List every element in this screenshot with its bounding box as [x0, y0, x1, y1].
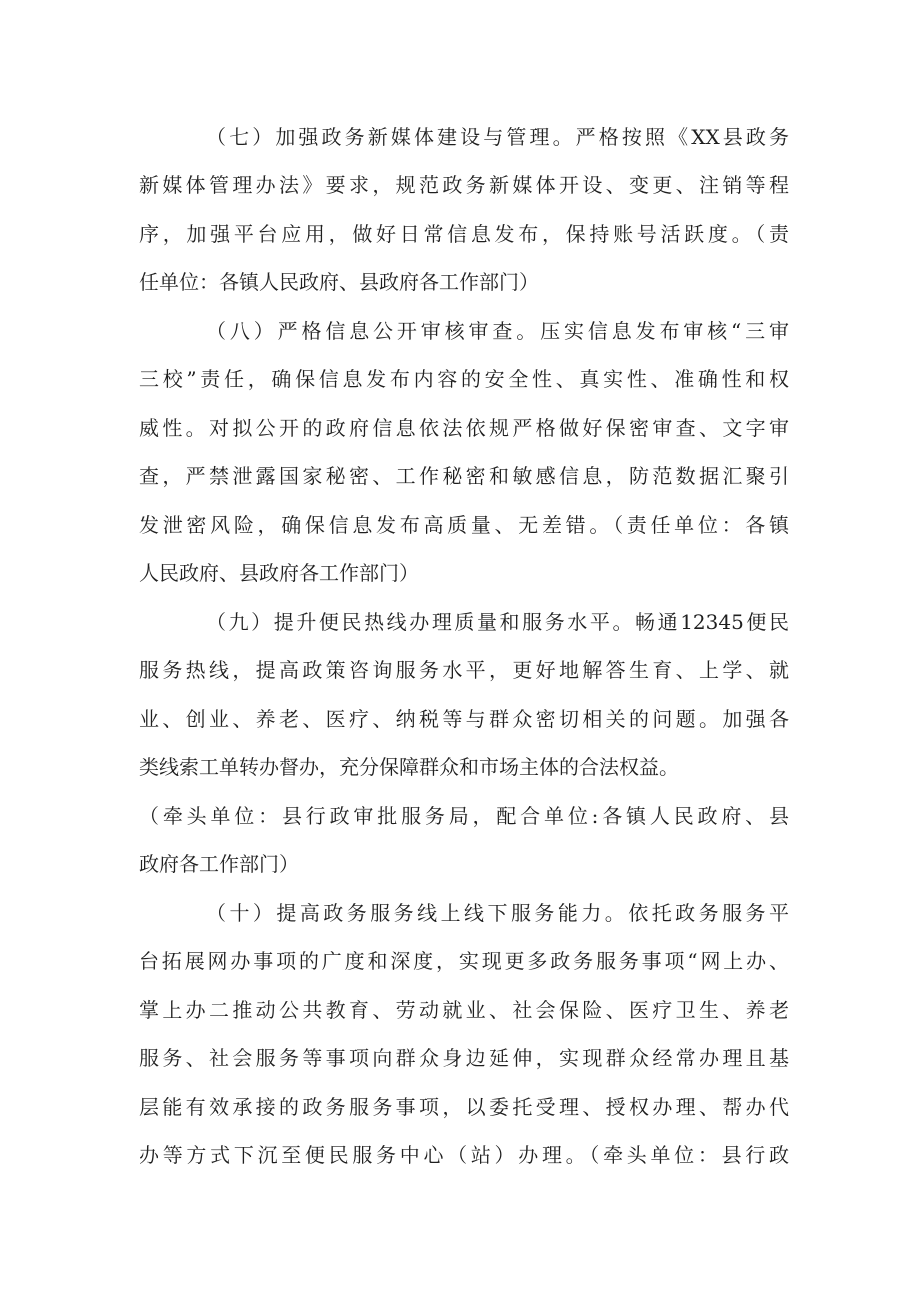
paragraph-9-line-1: （九）提升便民热线办理质量和服务水平。畅通12345便民	[206, 610, 789, 634]
paragraph-9-line-4: 类线索工单转办督办，充分保障群众和市场主体的合法权益。	[139, 755, 679, 779]
paragraph-8-line-6: 人民政府、县政府各工作部门）	[139, 561, 419, 585]
paragraph-10-line-1: （十）提高政务服务线上线下服务能力。依托政务服务平	[206, 901, 789, 925]
paragraph-10-line-6: 办等方式下沉至便民服务中心（站）办理。（牵头单位：县行政	[139, 1143, 789, 1167]
paragraph-7-line-3: 序，加强平台应用，做好日常信息发布，保持账号活跃度。（责	[139, 222, 789, 246]
paragraph-8-line-5: 发泄密风险，确保信息发布高质量、无差错。（责任单位：各镇	[139, 513, 789, 537]
paragraph-7-line-4: 任单位：各镇人民政府、县政府各工作部门）	[139, 270, 539, 294]
paragraph-8-line-3: 威性。对拟公开的政府信息依法依规严格做好保密审查、文字审	[139, 416, 789, 440]
paragraph-9-line-2: 服务热线，提高政策咨询服务水平，更好地解答生育、上学、就	[139, 658, 789, 682]
paragraph-8-line-4: 查，严禁泄露国家秘密、工作秘密和敏感信息，防范数据汇聚引	[139, 464, 789, 488]
paragraph-10-line-5: 层能有效承接的政务服务事项，以委托受理、授权办理、帮办代	[139, 1095, 789, 1119]
paragraph-9-line-3: 业、创业、养老、医疗、纳税等与群众密切相关的问题。加强各	[139, 707, 789, 731]
paragraph-7-line-2: 新媒体管理办法》要求，规范政务新媒体开设、变更、注销等程	[139, 173, 789, 197]
paragraph-10-line-3: 掌上办二推动公共教育、劳动就业、社会保险、医疗卫生、养老	[139, 998, 789, 1022]
paragraph-9-line-5: （牵头单位：县行政审批服务局，配合单位:各镇人民政府、县	[139, 804, 789, 828]
paragraph-10-line-4: 服务、社会服务等事项向群众身边延伸，实现群众经常办理且基	[139, 1046, 789, 1070]
paragraph-7-line-1: （七）加强政务新媒体建设与管理。严格按照《XX县政务	[206, 125, 789, 149]
paragraph-8-line-2: 三校”责任，确保信息发布内容的安全性、真实性、准确性和权	[139, 367, 789, 391]
paragraph-10-line-2: 台拓展网办事项的广度和深度，实现更多政务服务事项“网上办、	[139, 949, 789, 973]
paragraph-9-line-6: 政府各工作部门）	[139, 852, 299, 876]
paragraph-8-line-1: （八）严格信息公开审核审查。压实信息发布审核“三审	[206, 319, 789, 343]
